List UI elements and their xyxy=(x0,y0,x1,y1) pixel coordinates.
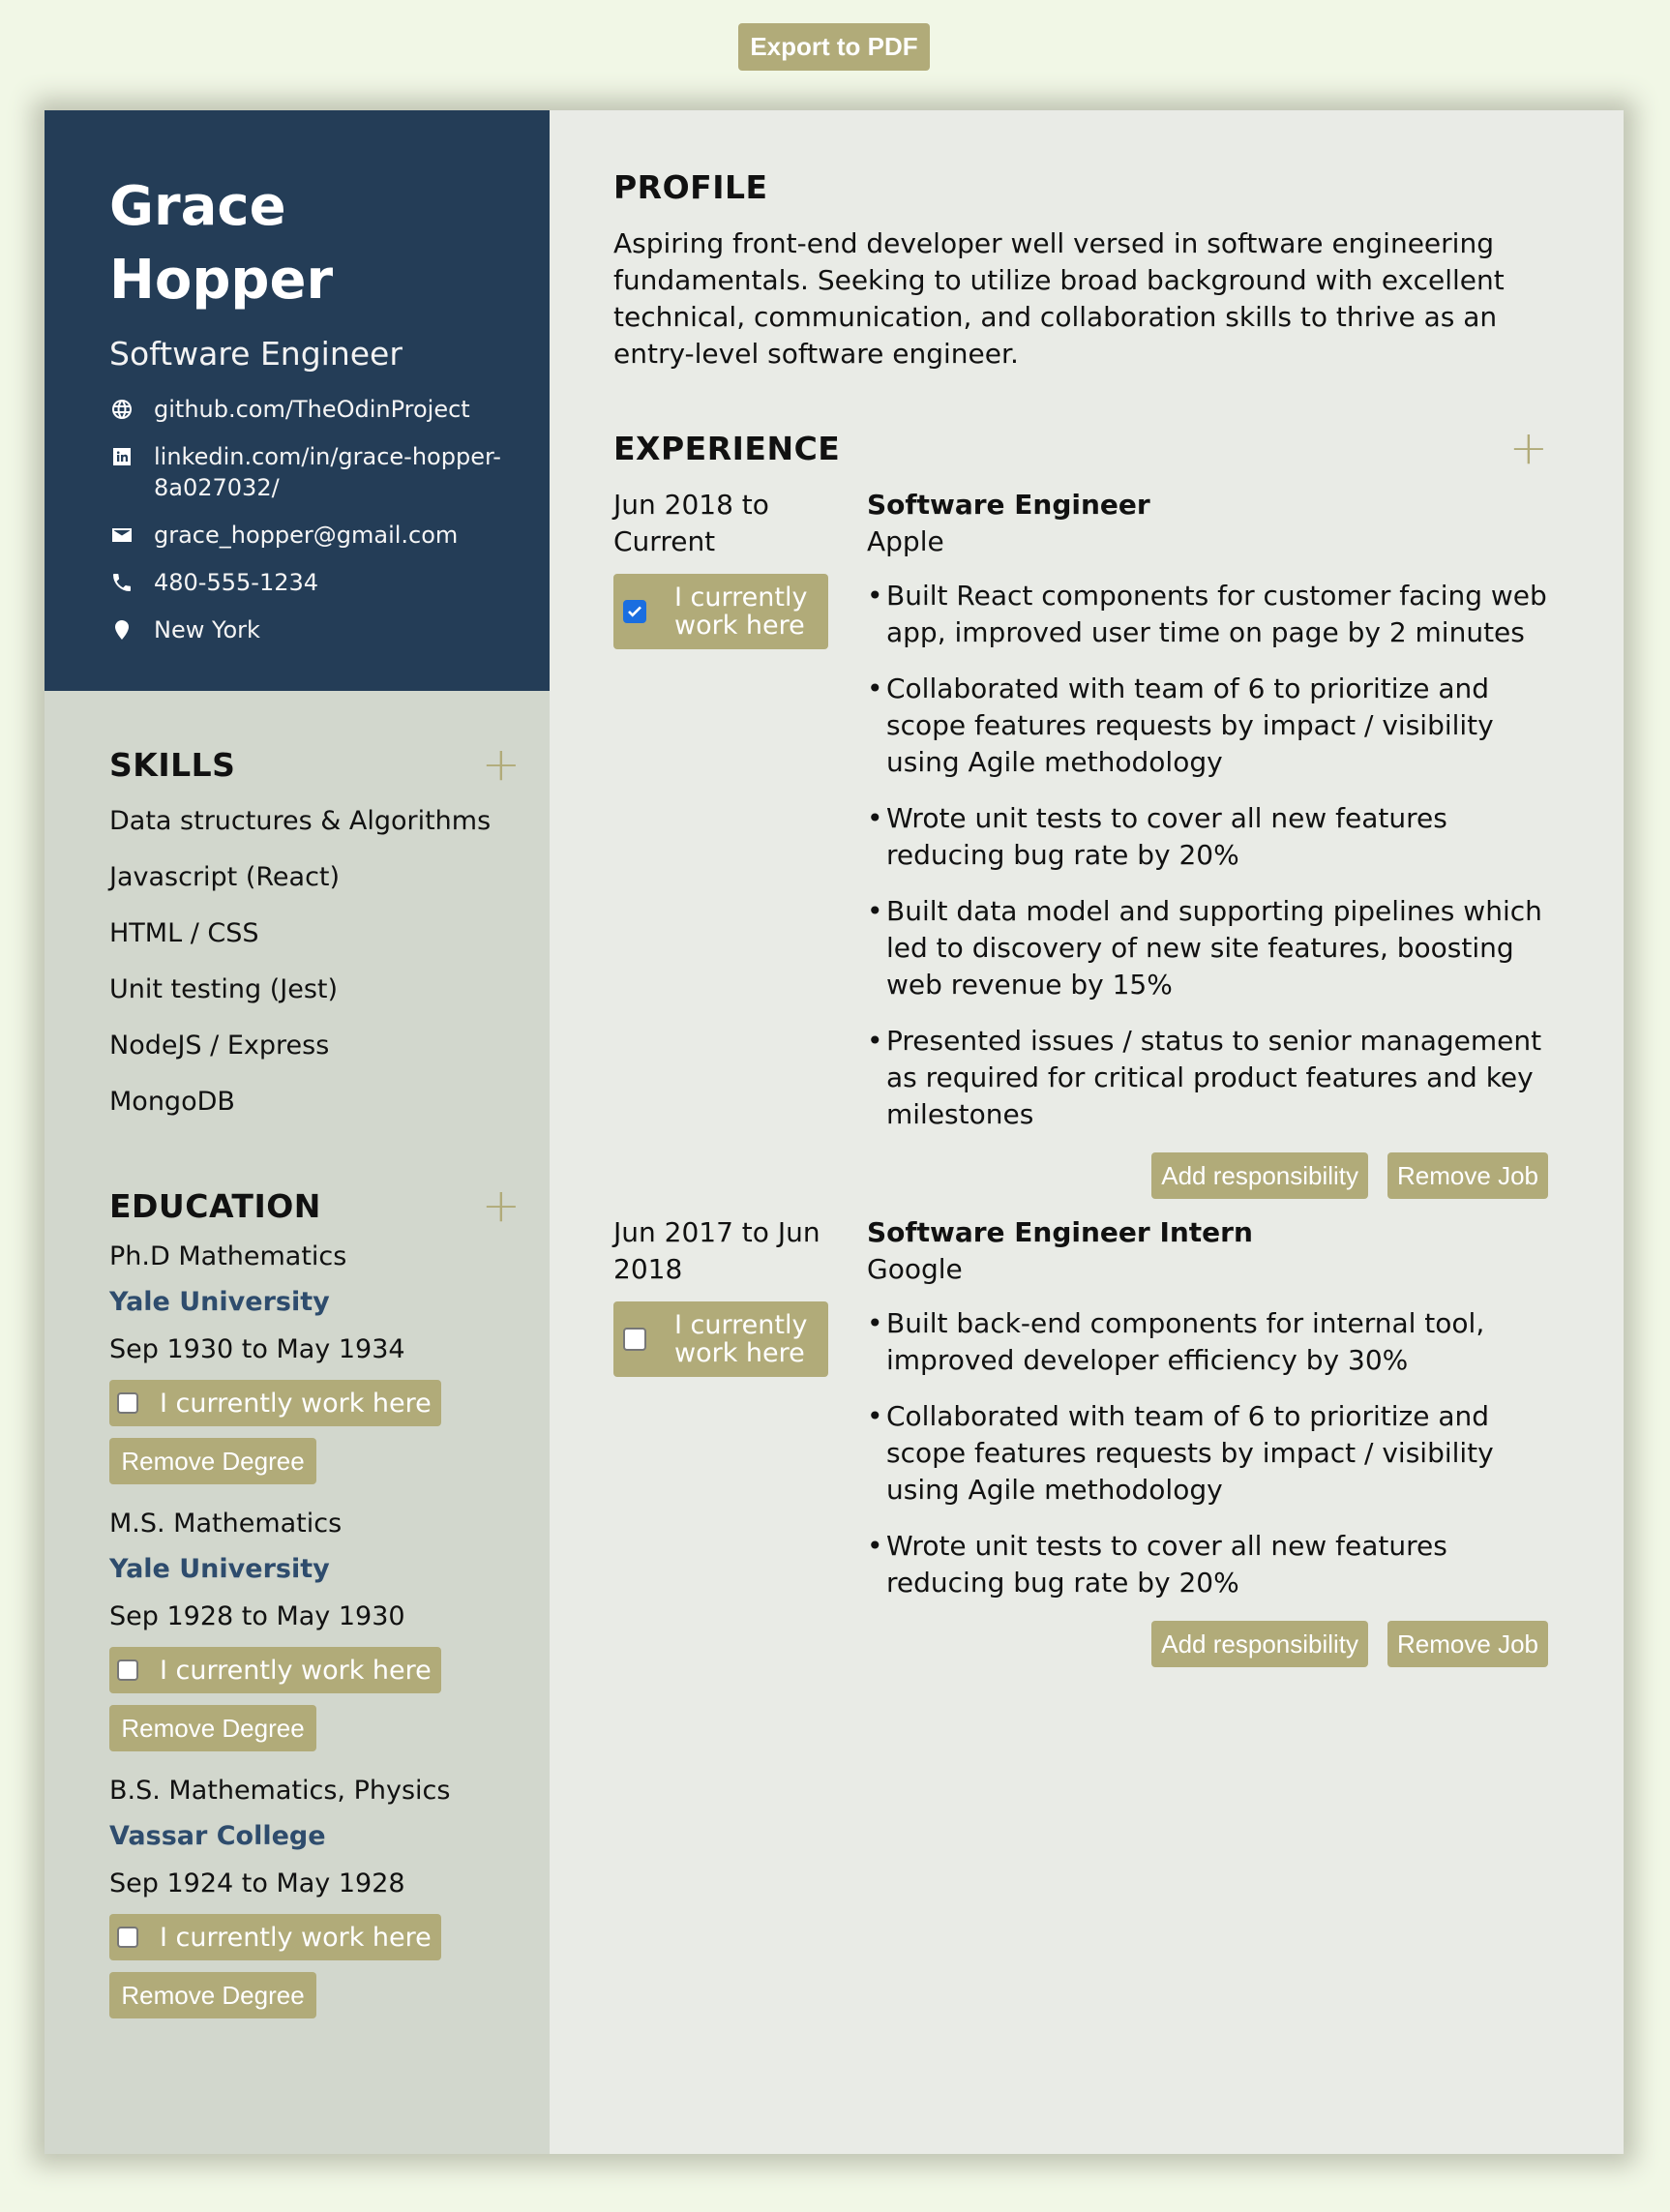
skill-item[interactable]: HTML / CSS xyxy=(109,918,259,948)
profile-heading: PROFILE xyxy=(613,168,768,206)
contact-text: 480-555-1234 xyxy=(154,569,319,596)
responsibility-item[interactable]: • Wrote unit tests to cover all new features reducing bug rate by 20% xyxy=(867,1528,1548,1601)
current-checkbox-label[interactable] xyxy=(109,1380,441,1426)
responsibility-list xyxy=(867,578,1548,1133)
degree-name[interactable]: B.S. Mathematics, Physics xyxy=(109,1776,451,1806)
responsibility-list xyxy=(867,1305,1548,1601)
mail-icon xyxy=(109,523,134,548)
contact-text: github.com/TheOdinProject xyxy=(154,396,470,423)
profile-section xyxy=(613,168,1548,373)
add-responsibility-button[interactable]: Add responsibility xyxy=(1151,1152,1368,1199)
responsibility-item[interactable]: • Collaborated with team of 6 to prioritize and scope features requests by impact / visibility using Agile methodology xyxy=(867,1398,1548,1509)
contact-text: grace_hopper@gmail.com xyxy=(154,522,459,549)
degree-dates[interactable]: Sep 1924 to May 1928 xyxy=(109,1868,405,1898)
add-job-plus-icon[interactable]: + xyxy=(1508,421,1548,475)
personal-header xyxy=(45,110,550,691)
skill-item[interactable]: NodeJS / Express xyxy=(109,1031,330,1061)
remove-degree-button[interactable]: Remove Degree xyxy=(109,1705,316,1751)
responsibility-item[interactable]: • Collaborated with team of 6 to prioritize and scope features requests by impact / visibility using Agile methodology xyxy=(867,671,1548,781)
responsibility-item[interactable]: • Built React components for customer facing web app, improved user time on page by 2 minutes xyxy=(867,578,1548,651)
degree-name[interactable]: M.S. Mathematics xyxy=(109,1509,343,1539)
skill-item[interactable]: Javascript (React) xyxy=(109,862,341,892)
linkedin-icon xyxy=(109,444,134,469)
education-section xyxy=(45,1179,550,2018)
current-checkbox-label[interactable] xyxy=(613,1301,828,1377)
current-label-text: I currently work here xyxy=(160,1655,432,1686)
job-role[interactable]: Software Engineer xyxy=(867,489,1150,521)
current-checkbox-label[interactable] xyxy=(613,574,828,649)
current-checkbox[interactable] xyxy=(623,1328,646,1351)
skill-item[interactable]: Data structures & Algorithms xyxy=(109,806,492,836)
degree-dates[interactable]: Sep 1930 to May 1934 xyxy=(109,1334,405,1364)
contact-text: linkedin.com/in/grace-hopper-8a027032/ xyxy=(154,443,501,501)
current-label-text: I currently work here xyxy=(160,1922,432,1953)
degree-school[interactable]: Yale University xyxy=(109,1287,330,1317)
remove-degree-button[interactable]: Remove Degree xyxy=(109,1972,316,2018)
current-label-text: I currently work here xyxy=(674,1310,808,1368)
job-company[interactable]: Google xyxy=(867,1253,963,1285)
remove-job-button[interactable]: Remove Job xyxy=(1387,1621,1548,1667)
contact-text: New York xyxy=(154,616,260,643)
resume-sheet xyxy=(45,110,1624,2154)
job-dates[interactable]: Jun 2017 to Jun 2018 xyxy=(613,1216,820,1285)
skills-section xyxy=(45,737,550,1130)
education-heading: EDUCATION xyxy=(109,1186,321,1225)
experience-heading: EXPERIENCE xyxy=(613,429,841,467)
location-pin-icon xyxy=(109,617,134,643)
degree-entry xyxy=(109,1235,521,1484)
globe-icon xyxy=(109,397,134,422)
degree-name[interactable]: Ph.D Mathematics xyxy=(109,1241,347,1271)
responsibility-item[interactable]: • Built back-end components for internal tool, improved developer efficiency by 30% xyxy=(867,1305,1548,1379)
remove-degree-button[interactable]: Remove Degree xyxy=(109,1438,316,1484)
job-title[interactable]: Software Engineer xyxy=(109,335,403,373)
contact-email[interactable] xyxy=(109,520,511,551)
job-company[interactable]: Apple xyxy=(867,525,944,557)
contact-phone[interactable] xyxy=(109,567,511,598)
current-checkbox-label[interactable] xyxy=(109,1914,441,1960)
degree-dates[interactable]: Sep 1928 to May 1930 xyxy=(109,1601,405,1631)
degree-school[interactable]: Vassar College xyxy=(109,1821,326,1851)
contact-location[interactable] xyxy=(109,614,511,645)
skills-heading: SKILLS xyxy=(109,745,236,784)
add-responsibility-button[interactable]: Add responsibility xyxy=(1151,1621,1368,1667)
degree-entry xyxy=(109,1502,521,1751)
current-checkbox[interactable] xyxy=(117,1927,138,1948)
responsibility-item[interactable]: • Built data model and supporting pipelines which led to discovery of new site features, boosting web revenue by 15% xyxy=(867,893,1548,1003)
degree-entry xyxy=(109,1769,521,2018)
right-column xyxy=(550,110,1624,2154)
left-column xyxy=(45,110,550,2154)
skill-item[interactable]: Unit testing (Jest) xyxy=(109,974,339,1004)
experience-section xyxy=(613,421,1548,1667)
contact-linkedin[interactable] xyxy=(109,441,511,503)
job-dates[interactable]: Jun 2018 to Current xyxy=(613,489,769,557)
current-checkbox[interactable] xyxy=(117,1392,138,1414)
profile-text[interactable]: Aspiring front-end developer well versed in software engineering fundamentals. Seeking to utilize broad background with excellent technical, communication, and collaboration skills to thrive as an entry-level software engineer. xyxy=(613,227,1505,370)
responsibility-item[interactable]: • Wrote unit tests to cover all new features reducing bug rate by 20% xyxy=(867,800,1548,874)
contact-list xyxy=(109,394,511,645)
current-checkbox-label[interactable] xyxy=(109,1647,441,1693)
responsibility-item[interactable]: • Presented issues / status to senior management as required for critical product features and key milestones xyxy=(867,1023,1548,1133)
add-degree-plus-icon[interactable]: + xyxy=(481,1179,521,1233)
current-checkbox[interactable] xyxy=(117,1659,138,1681)
first-name[interactable]: Grace xyxy=(109,175,286,238)
export-pdf-button[interactable]: Export to PDF xyxy=(738,23,930,71)
job-entry xyxy=(613,487,1548,1199)
phone-icon xyxy=(109,570,134,595)
contact-github[interactable] xyxy=(109,394,511,425)
job-entry xyxy=(613,1214,1548,1667)
add-skill-plus-icon[interactable]: + xyxy=(481,737,521,792)
skill-item[interactable]: MongoDB xyxy=(109,1087,235,1117)
degree-school[interactable]: Yale University xyxy=(109,1554,330,1584)
job-role[interactable]: Software Engineer Intern xyxy=(867,1216,1253,1248)
current-label-text: I currently work here xyxy=(674,583,808,641)
last-name[interactable]: Hopper xyxy=(109,249,334,312)
skills-list xyxy=(109,793,521,1130)
current-checkbox-checked[interactable] xyxy=(623,600,646,623)
remove-job-button[interactable]: Remove Job xyxy=(1387,1152,1548,1199)
current-label-text: I currently work here xyxy=(160,1388,432,1419)
